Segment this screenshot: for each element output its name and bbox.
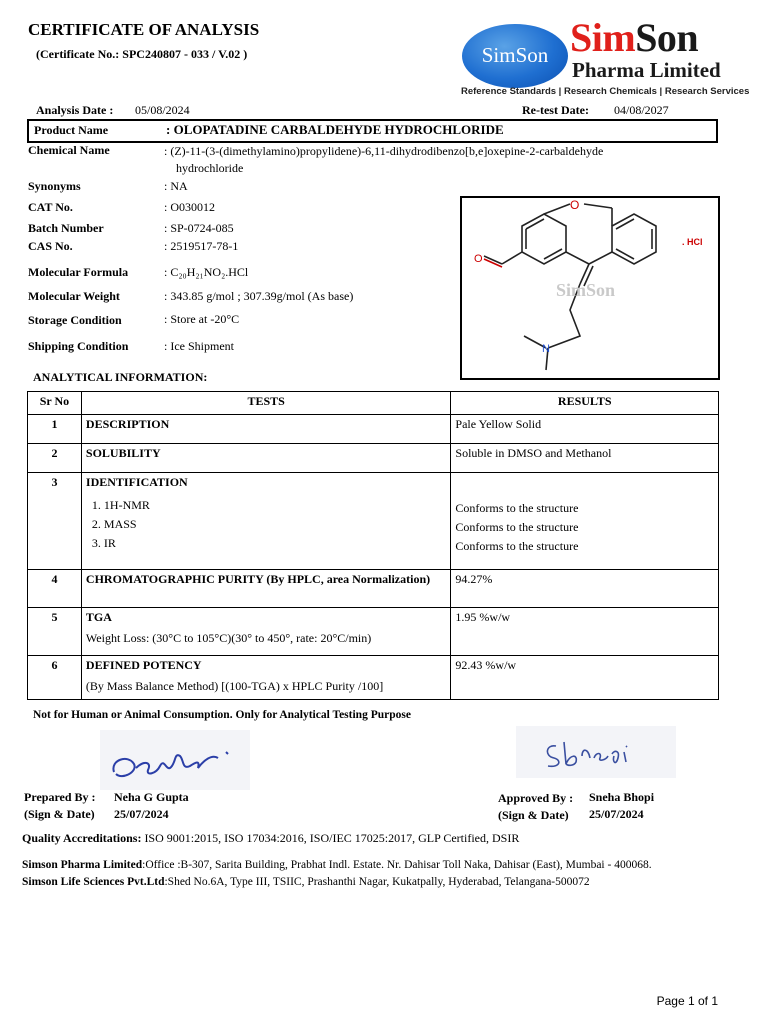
synonyms-value: : NA: [164, 179, 188, 193]
address-mumbai: [22, 859, 652, 871]
company-logo: [458, 14, 750, 100]
test-name: TGA: [85, 610, 112, 624]
approved-by-label: Approved By :: [498, 791, 574, 805]
analysis-date-label: Analysis Date :: [36, 103, 114, 117]
synonyms-label: Synonyms: [28, 179, 81, 193]
aldehyde-oxygen-label: O: [474, 253, 483, 265]
table-row: 3 IDENTIFICATION 1. 1H-NMR 2. MASS 3. IR Conforms to the structure Conforms to the structure Conforms to the structure: [28, 473, 719, 570]
cas-no-value: : 2519517-78-1: [164, 239, 239, 253]
accreditations-label: Quality Accreditations:: [22, 831, 142, 845]
cat-no-label: CAT No.: [28, 200, 73, 214]
analysis-date-value: 05/08/2024: [135, 103, 190, 117]
right-ring: [612, 214, 656, 264]
table-row: 2 SOLUBILITY Soluble in DMSO and Methanol: [28, 444, 719, 473]
chemical-name-value: : (Z)-11-(3-(dimethylamino)propylidene)-6,11-dihydrodibenzo[b,e]oxepine-2-carbaldehyde: [164, 144, 604, 158]
hcl-label: . HCl: [682, 237, 703, 247]
address-hyderabad: [22, 876, 590, 888]
chemical-name-value-cont: hydrochloride: [176, 161, 244, 175]
header-results: RESULTS: [451, 392, 719, 415]
storage-condition-value: : Store at -20°C: [164, 312, 240, 326]
address-company: Simson Life Sciences Pvt.Ltd: [22, 876, 165, 888]
table-row: 4 CHROMATOGRAPHIC PURITY (By HPLC, area Normalization) 94.27%: [28, 570, 719, 608]
test-name: IDENTIFICATION: [85, 475, 188, 489]
prepared-signature: [100, 730, 253, 790]
subtest-nmr: 1. 1H-NMR: [91, 498, 150, 512]
batch-number-value: : SP-0724-085: [164, 221, 234, 235]
shipping-condition-value: : Ice Shipment: [164, 339, 234, 353]
quality-accreditations: [22, 831, 519, 846]
logo-oval: [462, 24, 568, 88]
result-nmr: Conforms to the structure: [455, 501, 579, 515]
logo-oval-text: SimSon: [481, 43, 549, 67]
test-detail: (By Mass Balance Method) [(100-TGA) x HPLC Purity /100]: [85, 679, 384, 693]
structure-watermark: SimSon: [556, 280, 616, 300]
product-name-label: Product Name: [34, 123, 109, 137]
document-title: CERTIFICATE OF ANALYSIS: [28, 20, 260, 39]
accreditations-value: ISO 9001:2015, ISO 17034:2016, ISO/IEC 17025:2017, GLP Certified, DSIR: [144, 831, 520, 845]
batch-number-label: Batch Number: [28, 221, 104, 235]
address-company: Simson Pharma Limited: [22, 859, 143, 871]
result-mass: Conforms to the structure: [455, 520, 579, 534]
approved-signature-text: SBhopi: [675, 777, 679, 778]
storage-condition-label: Storage Condition: [28, 313, 122, 327]
table-row: 6 DEFINED POTENCY (By Mass Balance Method) [(100-TGA) x HPLC Purity /100] 92.43 %w/w: [28, 656, 719, 700]
table-row: 1 DESCRIPTION Pale Yellow Solid: [28, 415, 719, 444]
table-row: 5 TGA Weight Loss: (30°C to 105°C)(30° to 450°, rate: 20°C/min) 1.95 %w/w: [28, 608, 719, 656]
cas-no-label: CAS No.: [28, 239, 73, 253]
approved-date: 25/07/2024: [589, 807, 644, 821]
header-sr-no: Sr No: [28, 392, 82, 415]
product-name-value: : OLOPATADINE CARBALDEHYDE HYDROCHLORIDE: [166, 122, 504, 137]
structure-drawing: [462, 198, 718, 378]
prepared-by-name: Neha G Gupta: [114, 790, 189, 804]
page-number: Page 1 of 1: [656, 994, 718, 1008]
usage-note: Not for Human or Animal Consumption. Only for Analytical Testing Purpose: [33, 709, 411, 721]
cat-no-value: : O030012: [164, 200, 215, 214]
logo-pharma: Pharma Limited: [572, 58, 721, 82]
analytical-heading: ANALYTICAL INFORMATION:: [33, 370, 208, 384]
logo-tagline: Reference Standards | Research Chemicals | Research Services: [461, 86, 750, 97]
retest-date-value: 04/08/2027: [614, 103, 669, 117]
product-name-box: [27, 119, 718, 143]
results-table: [27, 391, 719, 700]
approved-signature: [516, 726, 679, 778]
molecular-formula-label: Molecular Formula: [28, 265, 129, 279]
prepared-by-label: Prepared By :: [24, 790, 96, 804]
molecular-weight-label: Molecular Weight: [28, 289, 120, 303]
oxygen-atom-label: O: [570, 198, 580, 212]
molecular-formula-value: : C₂₀H₂₁NO₂.HCl: [164, 265, 249, 279]
chemical-name-label: Chemical Name: [28, 143, 110, 157]
approved-by-name: Sneha Bhopi: [589, 790, 655, 804]
subtest-mass: 2. MASS: [91, 517, 137, 531]
certificate-label: (Certificate No.:: [36, 47, 120, 61]
test-name: DEFINED POTENCY: [85, 658, 202, 672]
result-ir: Conforms to the structure: [455, 539, 579, 553]
certificate-value: SPC240807 - 033 / V.02 ): [122, 47, 248, 61]
nitrogen-atom-label: N: [542, 343, 550, 355]
prepared-date: 25/07/2024: [114, 807, 169, 821]
certificate-number: [36, 47, 247, 62]
left-ring: [522, 214, 566, 264]
table-header-row: [28, 392, 719, 415]
test-detail: Weight Loss: (30°C to 105°C)(30° to 450°, rate: 20°C/min): [85, 631, 372, 645]
shipping-condition-label: Shipping Condition: [28, 339, 129, 353]
logo-brand: SimSon: [570, 15, 699, 60]
prepared-signature-text: Neha: [250, 789, 253, 790]
retest-date-label: Re-test Date:: [522, 103, 589, 117]
prepared-sign-date-label: (Sign & Date): [24, 807, 95, 821]
address-text: :Office :B-307, Sarita Building, Prabhat Indl. Estate. Nr. Dahisar Toll Naka, Dahisar (East), Mumbai - 400068.: [142, 859, 652, 871]
header-tests: TESTS: [81, 392, 451, 415]
molecular-weight-value: : 343.85 g/mol ; 307.39g/mol (As base): [164, 289, 354, 303]
address-text: :Shed No.6A, Type III, TSIIC, Prashanthi Nagar, Kukatpally, Hyderabad, Telangana-500072: [164, 876, 590, 888]
approved-sign-date-label: (Sign & Date): [498, 808, 569, 822]
subtest-ir: 3. IR: [91, 536, 116, 550]
chemical-structure: [460, 196, 720, 380]
